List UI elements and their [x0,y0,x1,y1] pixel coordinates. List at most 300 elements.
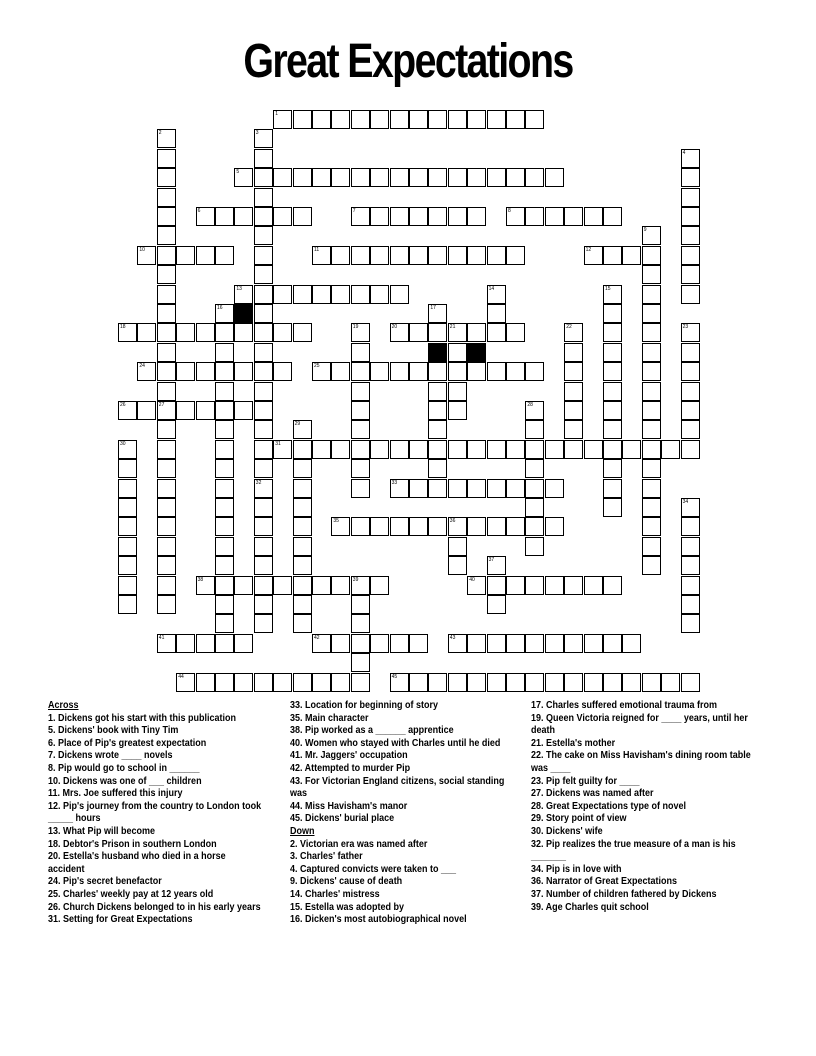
grid-cell[interactable] [487,634,506,653]
grid-cell[interactable] [467,362,486,381]
grid-cell[interactable] [273,576,292,595]
grid-cell[interactable] [157,362,176,381]
grid-cell[interactable] [370,207,389,226]
grid-cell[interactable] [331,110,350,129]
grid-cell[interactable] [215,420,234,439]
grid-cell[interactable] [467,517,486,536]
grid-cell[interactable] [176,401,195,420]
grid-cell[interactable] [448,673,467,692]
grid-cell[interactable] [215,556,234,575]
grid-cell[interactable] [681,673,700,692]
grid-cell[interactable] [506,576,525,595]
grid-cell[interactable] [564,323,583,342]
grid-cell[interactable] [254,323,273,342]
grid-cell[interactable] [467,246,486,265]
grid-cell[interactable] [293,459,312,478]
grid-cell[interactable] [603,285,622,304]
grid-cell[interactable] [428,110,447,129]
grid-cell[interactable] [428,401,447,420]
grid-cell[interactable] [409,323,428,342]
grid-cell[interactable] [545,634,564,653]
grid-cell[interactable] [448,517,467,536]
grid-cell[interactable] [234,576,253,595]
grid-cell[interactable] [215,459,234,478]
grid-cell[interactable] [118,459,137,478]
grid-cell[interactable] [390,168,409,187]
grid-cell[interactable] [215,343,234,362]
grid-cell[interactable] [525,420,544,439]
grid-cell[interactable] [642,382,661,401]
grid-cell[interactable] [603,459,622,478]
grid-cell[interactable] [176,634,195,653]
grid-cell[interactable] [681,188,700,207]
grid-cell[interactable] [157,479,176,498]
grid-cell[interactable] [603,576,622,595]
grid-cell[interactable] [564,207,583,226]
grid-cell[interactable] [487,517,506,536]
grid-cell[interactable] [293,595,312,614]
grid-cell[interactable] [254,149,273,168]
grid-cell[interactable] [312,110,331,129]
grid-cell[interactable] [196,401,215,420]
grid-cell[interactable] [448,401,467,420]
grid-cell[interactable] [390,479,409,498]
grid-cell[interactable] [157,129,176,148]
grid-cell[interactable] [448,440,467,459]
grid-cell[interactable] [370,440,389,459]
grid-cell[interactable] [642,673,661,692]
grid-cell[interactable] [428,459,447,478]
grid-cell[interactable] [254,226,273,245]
grid-cell[interactable] [273,440,292,459]
grid-cell[interactable] [331,246,350,265]
grid-cell[interactable] [603,401,622,420]
grid-cell[interactable] [370,634,389,653]
grid-cell[interactable] [603,382,622,401]
grid-cell[interactable] [157,556,176,575]
grid-cell[interactable] [681,576,700,595]
grid-cell[interactable] [603,440,622,459]
grid-cell[interactable] [331,576,350,595]
grid-cell[interactable] [331,634,350,653]
grid-cell[interactable] [487,110,506,129]
grid-cell[interactable] [312,362,331,381]
grid-cell[interactable] [157,595,176,614]
grid-cell[interactable] [448,634,467,653]
grid-cell[interactable] [351,382,370,401]
grid-cell[interactable] [215,401,234,420]
grid-cell[interactable] [448,362,467,381]
grid-cell[interactable] [428,246,447,265]
grid-cell[interactable] [176,323,195,342]
grid-cell[interactable] [390,110,409,129]
grid-cell[interactable] [564,343,583,362]
grid-cell[interactable] [370,576,389,595]
grid-cell[interactable] [622,673,641,692]
grid-cell[interactable] [487,556,506,575]
grid-cell[interactable] [448,382,467,401]
grid-cell[interactable] [390,362,409,381]
grid-cell[interactable] [118,440,137,459]
grid-cell[interactable] [506,323,525,342]
grid-cell[interactable] [506,517,525,536]
grid-cell[interactable] [584,440,603,459]
grid-cell[interactable] [487,304,506,323]
grid-cell[interactable] [254,207,273,226]
grid-cell[interactable] [642,304,661,323]
grid-cell[interactable] [506,110,525,129]
grid-cell[interactable] [215,304,234,323]
grid-cell[interactable] [254,129,273,148]
grid-cell[interactable] [564,673,583,692]
grid-cell[interactable] [448,168,467,187]
grid-cell[interactable] [215,673,234,692]
grid-cell[interactable] [642,479,661,498]
grid-cell[interactable] [448,323,467,342]
grid-cell[interactable] [351,653,370,672]
grid-cell[interactable] [293,576,312,595]
grid-cell[interactable] [506,673,525,692]
grid-cell[interactable] [506,479,525,498]
grid-cell[interactable] [273,207,292,226]
grid-cell[interactable] [487,673,506,692]
grid-cell[interactable] [293,168,312,187]
grid-cell[interactable] [157,401,176,420]
grid-cell[interactable] [254,498,273,517]
grid-cell[interactable] [351,246,370,265]
grid-cell[interactable] [331,168,350,187]
grid-cell[interactable] [351,576,370,595]
grid-cell[interactable] [525,362,544,381]
grid-cell[interactable] [603,362,622,381]
grid-cell[interactable] [351,110,370,129]
grid-cell[interactable] [157,188,176,207]
grid-cell[interactable] [234,673,253,692]
grid-cell[interactable] [642,285,661,304]
grid-cell[interactable] [351,207,370,226]
grid-cell[interactable] [564,576,583,595]
grid-cell[interactable] [370,285,389,304]
grid-cell[interactable] [642,401,661,420]
grid-cell[interactable] [118,498,137,517]
grid-cell[interactable] [681,226,700,245]
grid-cell[interactable] [234,207,253,226]
grid-cell[interactable] [273,673,292,692]
grid-cell[interactable] [525,498,544,517]
grid-cell[interactable] [642,459,661,478]
grid-cell[interactable] [545,440,564,459]
grid-cell[interactable] [467,634,486,653]
grid-cell[interactable] [428,207,447,226]
grid-cell[interactable] [487,362,506,381]
grid-cell[interactable] [487,595,506,614]
grid-cell[interactable] [487,246,506,265]
grid-cell[interactable] [331,673,350,692]
grid-cell[interactable] [215,537,234,556]
grid-cell[interactable] [681,168,700,187]
grid-cell[interactable] [254,401,273,420]
grid-cell[interactable] [118,323,137,342]
grid-cell[interactable] [293,614,312,633]
grid-cell[interactable] [525,479,544,498]
grid-cell[interactable] [681,440,700,459]
grid-cell[interactable] [312,440,331,459]
grid-cell[interactable] [157,382,176,401]
grid-cell[interactable] [603,323,622,342]
grid-cell[interactable] [409,207,428,226]
grid-cell[interactable] [196,634,215,653]
grid-cell[interactable] [312,285,331,304]
grid-cell[interactable] [681,343,700,362]
grid-cell[interactable] [196,207,215,226]
grid-cell[interactable] [351,614,370,633]
grid-cell[interactable] [254,188,273,207]
grid-cell[interactable] [409,479,428,498]
grid-cell[interactable] [118,556,137,575]
grid-cell[interactable] [603,304,622,323]
grid-cell[interactable] [487,323,506,342]
grid-cell[interactable] [254,362,273,381]
grid-cell[interactable] [603,634,622,653]
grid-cell[interactable] [293,440,312,459]
grid-cell[interactable] [545,479,564,498]
grid-cell[interactable] [584,634,603,653]
grid-cell[interactable] [351,517,370,536]
grid-cell[interactable] [293,323,312,342]
grid-cell[interactable] [428,517,447,536]
grid-cell[interactable] [681,498,700,517]
grid-cell[interactable] [157,517,176,536]
grid-cell[interactable] [681,382,700,401]
grid-cell[interactable] [525,207,544,226]
grid-cell[interactable] [467,440,486,459]
grid-cell[interactable] [642,246,661,265]
grid-cell[interactable] [409,440,428,459]
grid-cell[interactable] [642,537,661,556]
grid-cell[interactable] [273,168,292,187]
grid-cell[interactable] [642,556,661,575]
grid-cell[interactable] [215,382,234,401]
grid-cell[interactable] [603,343,622,362]
grid-cell[interactable] [196,246,215,265]
grid-cell[interactable] [525,459,544,478]
grid-cell[interactable] [525,440,544,459]
grid-cell[interactable] [428,420,447,439]
grid-cell[interactable] [137,323,156,342]
grid-cell[interactable] [176,362,195,381]
grid-cell[interactable] [157,343,176,362]
grid-cell[interactable] [293,285,312,304]
grid-cell[interactable] [254,459,273,478]
grid-cell[interactable] [390,207,409,226]
grid-cell[interactable] [506,168,525,187]
grid-cell[interactable] [487,440,506,459]
grid-cell[interactable] [176,673,195,692]
grid-cell[interactable] [196,362,215,381]
grid-cell[interactable] [157,207,176,226]
grid-cell[interactable] [331,285,350,304]
grid-cell[interactable] [293,420,312,439]
grid-cell[interactable] [118,576,137,595]
grid-cell[interactable] [622,440,641,459]
grid-cell[interactable] [331,440,350,459]
grid-cell[interactable] [118,595,137,614]
grid-cell[interactable] [390,517,409,536]
grid-cell[interactable] [409,673,428,692]
grid-cell[interactable] [428,323,447,342]
grid-cell[interactable] [603,246,622,265]
grid-cell[interactable] [273,362,292,381]
grid-cell[interactable] [254,440,273,459]
grid-cell[interactable] [118,537,137,556]
grid-cell[interactable] [215,207,234,226]
grid-cell[interactable] [254,265,273,284]
grid-cell[interactable] [215,479,234,498]
grid-cell[interactable] [312,168,331,187]
grid-cell[interactable] [157,226,176,245]
grid-cell[interactable] [603,673,622,692]
grid-cell[interactable] [331,517,350,536]
grid-cell[interactable] [215,517,234,536]
grid-cell[interactable] [293,673,312,692]
grid-cell[interactable] [545,576,564,595]
grid-cell[interactable] [681,207,700,226]
grid-cell[interactable] [584,246,603,265]
grid-cell[interactable] [215,595,234,614]
grid-cell[interactable] [467,479,486,498]
grid-cell[interactable] [545,168,564,187]
grid-cell[interactable] [370,362,389,381]
grid-cell[interactable] [254,479,273,498]
grid-cell[interactable] [564,440,583,459]
grid-cell[interactable] [157,440,176,459]
grid-cell[interactable] [487,576,506,595]
grid-cell[interactable] [157,498,176,517]
grid-cell[interactable] [428,362,447,381]
grid-cell[interactable] [545,673,564,692]
grid-cell[interactable] [428,168,447,187]
grid-cell[interactable] [351,634,370,653]
grid-cell[interactable] [603,207,622,226]
grid-cell[interactable] [584,673,603,692]
grid-cell[interactable] [642,343,661,362]
grid-cell[interactable] [506,207,525,226]
grid-cell[interactable] [351,479,370,498]
grid-cell[interactable] [448,207,467,226]
grid-cell[interactable] [545,207,564,226]
grid-cell[interactable] [215,498,234,517]
grid-cell[interactable] [351,343,370,362]
grid-cell[interactable] [351,323,370,342]
grid-cell[interactable] [525,634,544,653]
grid-cell[interactable] [390,323,409,342]
grid-cell[interactable] [525,168,544,187]
grid-cell[interactable] [312,673,331,692]
grid-cell[interactable] [642,265,661,284]
grid-cell[interactable] [137,401,156,420]
grid-cell[interactable] [603,479,622,498]
grid-cell[interactable] [409,110,428,129]
grid-cell[interactable] [196,576,215,595]
grid-cell[interactable] [157,537,176,556]
grid-cell[interactable] [273,323,292,342]
grid-cell[interactable] [681,614,700,633]
grid-cell[interactable] [525,576,544,595]
grid-cell[interactable] [293,110,312,129]
grid-cell[interactable] [254,595,273,614]
grid-cell[interactable] [409,246,428,265]
grid-cell[interactable] [118,479,137,498]
grid-cell[interactable] [196,673,215,692]
grid-cell[interactable] [622,634,641,653]
grid-cell[interactable] [390,673,409,692]
grid-cell[interactable] [390,246,409,265]
grid-cell[interactable] [506,246,525,265]
grid-cell[interactable] [254,556,273,575]
grid-cell[interactable] [428,479,447,498]
grid-cell[interactable] [564,382,583,401]
grid-cell[interactable] [506,362,525,381]
grid-cell[interactable] [467,168,486,187]
grid-cell[interactable] [642,420,661,439]
grid-cell[interactable] [409,634,428,653]
grid-cell[interactable] [157,246,176,265]
grid-cell[interactable] [254,246,273,265]
grid-cell[interactable] [157,634,176,653]
grid-cell[interactable] [215,246,234,265]
grid-cell[interactable] [254,673,273,692]
grid-cell[interactable] [681,517,700,536]
grid-cell[interactable] [254,537,273,556]
grid-cell[interactable] [603,498,622,517]
grid-cell[interactable] [196,323,215,342]
grid-cell[interactable] [428,382,447,401]
grid-cell[interactable] [661,673,680,692]
grid-cell[interactable] [370,168,389,187]
grid-cell[interactable] [293,498,312,517]
grid-cell[interactable] [448,110,467,129]
grid-cell[interactable] [351,459,370,478]
grid-cell[interactable] [293,479,312,498]
grid-cell[interactable] [273,285,292,304]
grid-cell[interactable] [254,576,273,595]
grid-cell[interactable] [293,517,312,536]
grid-cell[interactable] [234,323,253,342]
grid-cell[interactable] [448,343,467,362]
grid-cell[interactable] [681,362,700,381]
grid-cell[interactable] [409,517,428,536]
grid-cell[interactable] [215,634,234,653]
grid-cell[interactable] [409,168,428,187]
grid-cell[interactable] [467,673,486,692]
grid-cell[interactable] [642,323,661,342]
grid-cell[interactable] [487,168,506,187]
grid-cell[interactable] [525,673,544,692]
grid-cell[interactable] [681,265,700,284]
grid-cell[interactable] [370,110,389,129]
grid-cell[interactable] [157,265,176,284]
grid-cell[interactable] [564,420,583,439]
grid-cell[interactable] [157,420,176,439]
grid-cell[interactable] [467,110,486,129]
grid-cell[interactable] [273,110,292,129]
grid-cell[interactable] [254,304,273,323]
grid-cell[interactable] [254,343,273,362]
grid-cell[interactable] [351,673,370,692]
grid-cell[interactable] [448,556,467,575]
grid-cell[interactable] [428,304,447,323]
grid-cell[interactable] [157,168,176,187]
